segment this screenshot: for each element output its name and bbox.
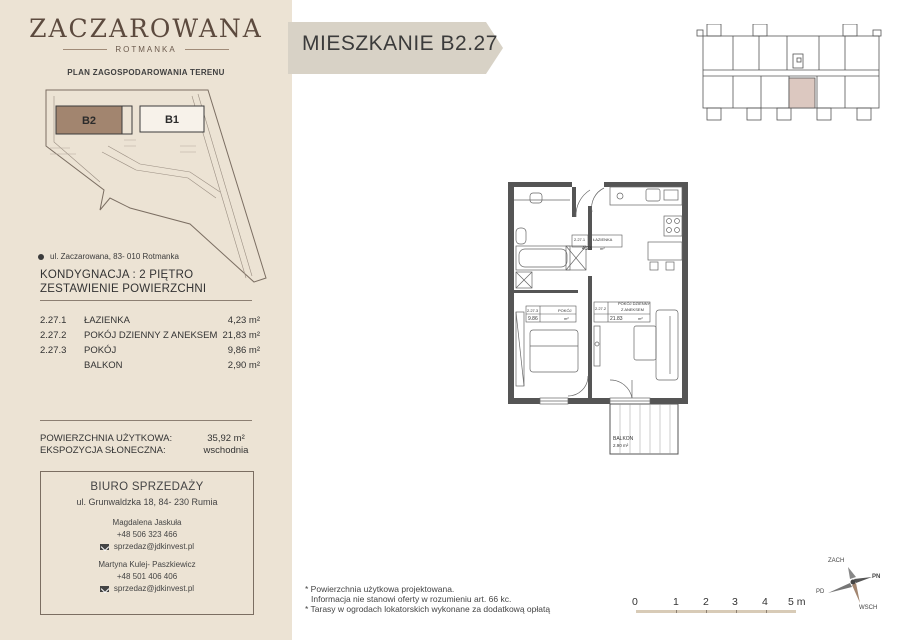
site-plan-title: PLAN ZAGOSPODAROWANIA TERENU: [67, 68, 225, 77]
apartment-floor-plan: [500, 176, 700, 458]
bath-name: ŁAZIENKA: [593, 237, 613, 242]
bath-area: 4.23: [582, 246, 592, 252]
balcony-area: 2.90 m²: [613, 443, 629, 448]
scale-label: 4: [762, 596, 768, 608]
sales-office-box: [40, 471, 254, 615]
apartment-stats: [40, 433, 260, 457]
room-row: 2.27.1 ŁAZIENKA 4,23 m²: [40, 315, 260, 326]
bedroom-unit: m²: [564, 316, 569, 321]
scale-label: 0: [632, 596, 638, 608]
sun-exposure-label: EKSPOZYCJA SŁONECZNA:: [40, 445, 166, 456]
contact-email[interactable]: sprzedaz@jdkinvest.pl: [41, 542, 253, 551]
usable-area-value: 35,92 m²: [207, 433, 245, 444]
sun-exposure-value: wschodnia: [203, 445, 249, 456]
living-area: 21.83: [610, 316, 623, 322]
room-row: 2.27.2 POKÓJ DZIENNY Z ANEKSEM 21,83 m²: [40, 330, 260, 341]
living-unit: m²: [638, 316, 643, 321]
building-b1-label: B1: [164, 114, 180, 126]
info-panel: [0, 0, 292, 640]
room-list: [40, 313, 260, 373]
mail-icon: [100, 544, 109, 550]
divider: [40, 420, 252, 421]
contact-name: Magdalena Jaskuła: [112, 518, 182, 527]
footnotes: * Powierzchnia użytkowa projektowana. Informacja nie stanowi oferty w rozumieniu art. 66 kc. * Tarasy w ogrodach lokatorskich wykonane za dodatkową opłatą: [305, 584, 551, 614]
compass-rose: [812, 555, 892, 615]
scale-label: 2: [703, 596, 709, 608]
location-dot-icon: [38, 254, 44, 260]
room-row: 2.27.3 POKÓJ 9,86 m²: [40, 345, 260, 356]
balcony-name: BALKON: [613, 436, 634, 442]
compass-label-west: PD: [816, 589, 825, 595]
sales-office-title: BIURO SPRZEDAŻY: [90, 481, 204, 493]
contact-phone[interactable]: +48 506 323 466: [116, 530, 178, 539]
bedroom-name: POKÓJ: [558, 308, 572, 313]
mail-icon: [100, 586, 109, 592]
compass-label-north: ZACH: [828, 558, 845, 564]
floor-title: KONDYGNACJA : 2 PIĘTRO: [40, 269, 194, 281]
sales-office-address: ul. Grunwaldzka 18, 84- 230 Rumia: [76, 497, 218, 507]
apartment-title: MIESZKANIE B2.27: [302, 32, 498, 55]
usable-area-label: POWIERZCHNIA UŻYTKOWA:: [40, 433, 173, 444]
brand-name: ZACZAROWANA: [29, 14, 263, 43]
brand-logo: [0, 14, 292, 54]
contact-name: Martyna Kulej- Paszkiewicz: [98, 560, 196, 569]
contact-email[interactable]: sprzedaz@jdkinvest.pl: [41, 584, 253, 593]
contact-phone[interactable]: +48 501 406 406: [116, 572, 178, 581]
bath-unit: m²: [600, 246, 605, 251]
area-summary-title: ZESTAWIENIE POWIERZCHNI: [40, 283, 207, 295]
bedroom-number: 2.27.3: [527, 308, 539, 313]
bedroom-area: 9.86: [528, 316, 538, 322]
scale-bar: [628, 596, 818, 626]
scale-label: 3: [732, 596, 738, 608]
compass-label-east: PN: [872, 574, 881, 580]
living-number: 2.27.2: [595, 306, 607, 311]
scale-label: 1: [673, 596, 679, 608]
divider: [40, 300, 252, 301]
scale-label: 5 m: [788, 596, 806, 608]
living-name: POKÓJ DZIENNY: [618, 301, 651, 306]
compass-label-south: WSCH: [859, 605, 878, 611]
apartment-highlight: [789, 78, 815, 108]
living-name-2: Z ANEKSEM: [621, 307, 644, 312]
brand-sub: ROTMANKA: [115, 45, 177, 54]
logo-divider: [185, 49, 229, 50]
compass-icon: [812, 555, 892, 615]
site-address: ul. Zaczarowana, 83- 010 Rotmanka: [38, 252, 179, 261]
logo-divider: [63, 49, 107, 50]
floor-key-plan: [693, 24, 885, 126]
bath-number: 2.27.1: [574, 237, 586, 242]
building-b2-label: B2: [81, 115, 97, 127]
room-row: BALKON 2,90 m²: [84, 360, 260, 371]
